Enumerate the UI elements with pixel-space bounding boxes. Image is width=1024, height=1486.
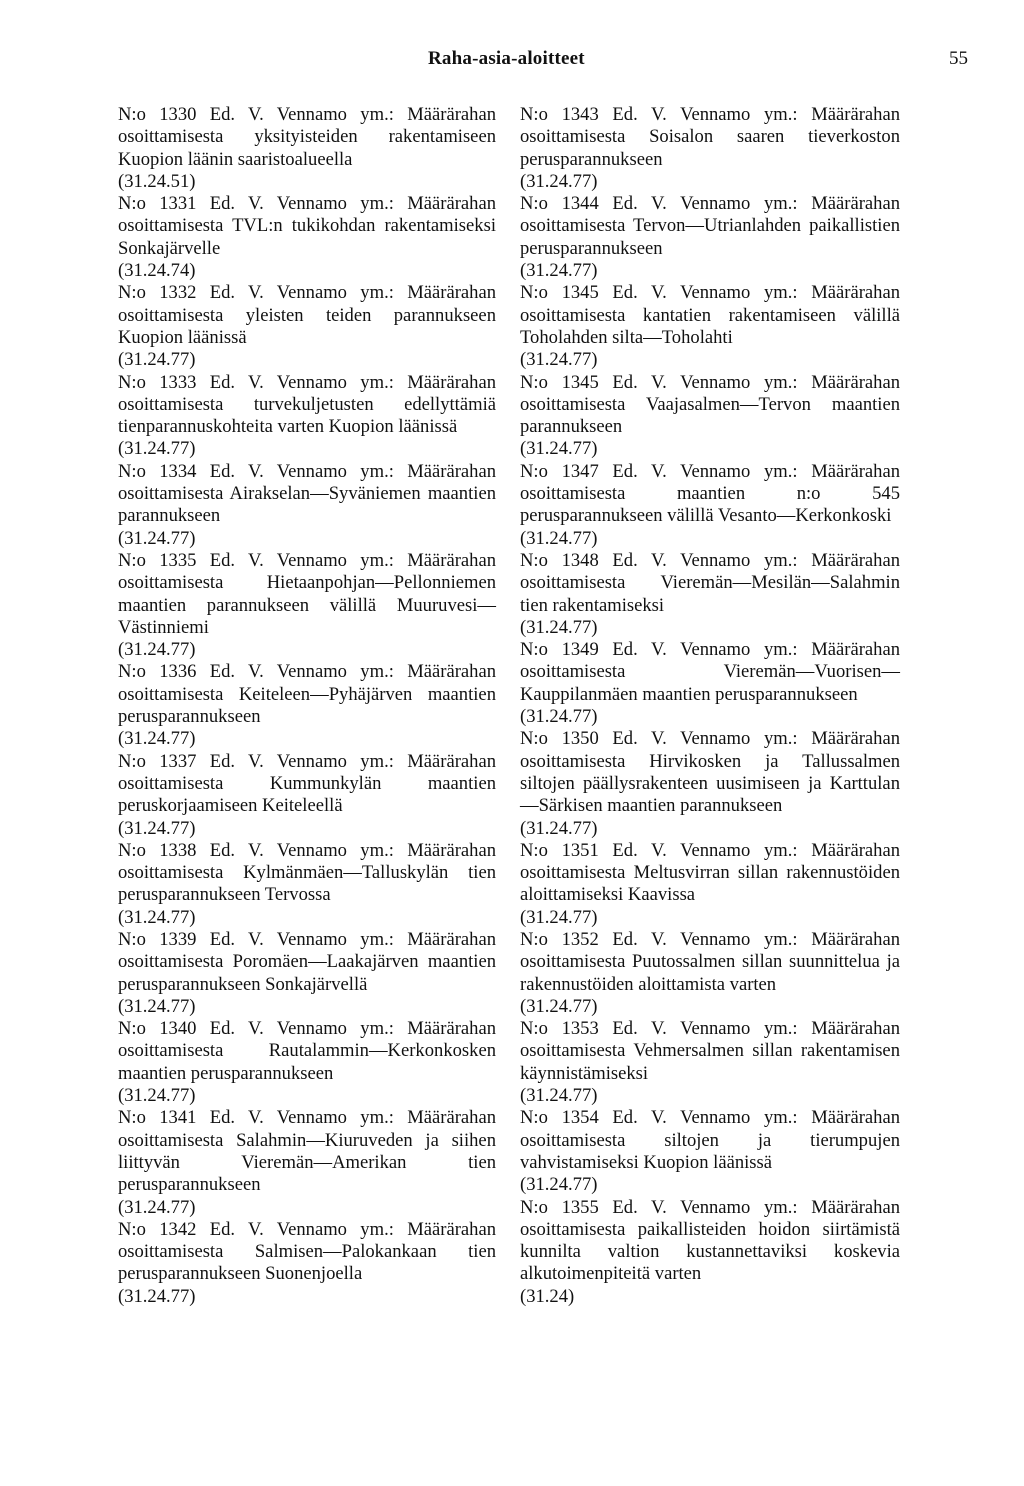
motion-entry bbox=[118, 1018, 496, 1107]
motion-reference: (31.24.77) bbox=[118, 1196, 196, 1218]
motion-reference: (31.24.77) bbox=[520, 995, 598, 1017]
motion-entry bbox=[520, 840, 900, 929]
motion-entry bbox=[118, 929, 496, 1018]
motion-text: N:o 1352 Ed. V. Vennamo ym.: Määrärahan osoittamisesta Puutossalmen sillan suunnittelua ja rakennustöiden aloittamista varten bbox=[520, 928, 900, 995]
motion-reference: (31.24.77) bbox=[520, 706, 598, 728]
motion-text: N:o 1331 Ed. V. Vennamo ym.: Määrärahan osoittamisesta TVL:n tukikohdan rakentamiseksi Sonkajärvelle bbox=[118, 193, 496, 259]
motion-text: N:o 1337 Ed. V. Vennamo ym.: Määrärahan osoittamisesta Kummunkylän maantien peruskorjaamiseen Keiteleellä bbox=[118, 750, 496, 817]
motion-entry bbox=[520, 1107, 900, 1196]
motion-text: N:o 1349 Ed. V. Vennamo ym.: Määrärahan osoittamisesta Vieremän—Vuorisen—Kauppilanmäen maantien perusparannukseen bbox=[520, 639, 900, 705]
motion-reference: (31.24.77) bbox=[118, 1285, 196, 1307]
motion-text: N:o 1332 Ed. V. Vennamo ym.: Määrärahan osoittamisesta yleisten teiden parannukseen Kuopion läänissä bbox=[118, 282, 496, 348]
motion-text: N:o 1333 Ed. V. Vennamo ym.: Määrärahan osoittamisesta turvekuljetusten edellyttämiä tienparannuskohteita varten Kuopion läänissä bbox=[118, 371, 496, 438]
motion-text: N:o 1355 Ed. V. Vennamo ym.: Määrärahan osoittamisesta paikallisteiden hoidon siirtämistä kunnilta valtion kustannettaviksi koskevia alkutoimenpiteitä varten bbox=[520, 1196, 900, 1285]
page-header-title: Raha-asia-aloitteet bbox=[428, 48, 585, 69]
motion-entry bbox=[520, 1197, 900, 1308]
motion-reference: (31.24.51) bbox=[118, 170, 196, 192]
motion-text: N:o 1351 Ed. V. Vennamo ym.: Määrärahan osoittamisesta Meltusvirran sillan rakennustöiden aloittamiseksi Kaavissa bbox=[520, 839, 900, 906]
motion-reference: (31.24.77) bbox=[520, 438, 598, 460]
motion-reference: (31.24.74) bbox=[118, 260, 196, 282]
motion-entry bbox=[118, 282, 496, 371]
left-column bbox=[118, 104, 496, 1308]
motion-entry bbox=[520, 550, 900, 639]
motion-reference: (31.24.77) bbox=[118, 1085, 196, 1107]
motion-text: N:o 1334 Ed. V. Vennamo ym.: Määrärahan osoittamisesta Airakselan—Syväniemen maantien parannukseen bbox=[118, 460, 496, 527]
motion-reference: (31.24.77) bbox=[520, 817, 598, 839]
motion-reference: (31.24.77) bbox=[118, 995, 196, 1017]
motion-text: N:o 1354 Ed. V. Vennamo ym.: Määrärahan osoittamisesta siltojen ja tierumpujen vahvistamiseksi Kuopion läänissä bbox=[520, 1107, 900, 1173]
motion-text: N:o 1347 Ed. V. Vennamo ym.: Määrärahan osoittamisesta maantien n:o 545 perusparannukseen välillä Vesanto—Kerkonkoski bbox=[520, 460, 900, 527]
motion-reference: (31.24.77) bbox=[520, 1174, 598, 1196]
motion-reference: (31.24.77) bbox=[118, 817, 196, 839]
motion-text: N:o 1344 Ed. V. Vennamo ym.: Määrärahan osoittamisesta Tervon—Utrianlahden paikallistien perusparannukseen bbox=[520, 193, 900, 259]
motion-entry bbox=[118, 372, 496, 461]
motion-entry bbox=[520, 282, 900, 371]
motion-entry bbox=[520, 639, 900, 728]
motion-entry bbox=[118, 840, 496, 929]
motion-entry bbox=[520, 461, 900, 550]
motion-entry bbox=[520, 1018, 900, 1107]
motion-entry bbox=[118, 461, 496, 550]
motion-entry bbox=[118, 1107, 496, 1218]
motion-reference: (31.24.77) bbox=[520, 616, 598, 638]
motion-text: N:o 1330 Ed. V. Vennamo ym.: Määrärahan osoittamisesta yksityisteiden rakentamiseen Kuopion läänin saaristoalueella bbox=[118, 104, 496, 170]
motion-reference: (31.24) bbox=[520, 1285, 575, 1307]
motion-text: N:o 1342 Ed. V. Vennamo ym.: Määrärahan osoittamisesta Salmisen—Palokankaan tien perusparannukseen Suonenjoella bbox=[118, 1218, 496, 1285]
motion-text: N:o 1353 Ed. V. Vennamo ym.: Määrärahan osoittamisesta Vehmersalmen sillan rakentamisen käynnistämiseksi bbox=[520, 1018, 900, 1084]
motion-reference: (31.24.77) bbox=[520, 260, 598, 282]
right-column bbox=[520, 104, 900, 1308]
page-number: 55 bbox=[949, 48, 968, 69]
motion-entry bbox=[118, 1219, 496, 1308]
motion-text: N:o 1345 Ed. V. Vennamo ym.: Määrärahan osoittamisesta kantatien rakentamiseen välillä Toholahden silta—Toholahti bbox=[520, 282, 900, 348]
motion-reference: (31.24.77) bbox=[520, 906, 598, 928]
motion-reference: (31.24.77) bbox=[118, 906, 196, 928]
motion-entry bbox=[520, 193, 900, 282]
motion-entry bbox=[118, 751, 496, 840]
motion-entry bbox=[520, 929, 900, 1018]
motion-reference: (31.24.77) bbox=[118, 527, 196, 549]
motion-text: N:o 1350 Ed. V. Vennamo ym.: Määrärahan osoittamisesta Hirvikosken ja Tallussalmen siltojen päällysrakenteen uusimiseen ja Karttulan—Särkisen maantien parannukseen bbox=[520, 728, 900, 817]
motion-text: N:o 1341 Ed. V. Vennamo ym.: Määrärahan osoittamisesta Salahmin—Kiuruveden ja siihen liittyvän Vieremän—Amerikan tien perusparannukseen bbox=[118, 1107, 496, 1196]
motion-reference: (31.24.77) bbox=[118, 349, 196, 371]
motion-reference: (31.24.77) bbox=[118, 438, 196, 460]
motion-reference: (31.24.77) bbox=[520, 170, 598, 192]
motion-entry bbox=[118, 104, 496, 193]
motion-text: N:o 1340 Ed. V. Vennamo ym.: Määrärahan osoittamisesta Rautalammin—Kerkonkosken maantien perusparannukseen bbox=[118, 1018, 496, 1084]
motion-reference: (31.24.77) bbox=[520, 527, 598, 549]
motion-text: N:o 1343 Ed. V. Vennamo ym.: Määrärahan osoittamisesta Soisalon saaren tieverkoston perusparannukseen bbox=[520, 104, 900, 170]
motion-text: N:o 1348 Ed. V. Vennamo ym.: Määrärahan osoittamisesta Vieremän—Mesilän—Salahmin tien rakentamiseksi bbox=[520, 549, 900, 616]
motion-reference: (31.24.77) bbox=[520, 349, 598, 371]
motion-text: N:o 1338 Ed. V. Vennamo ym.: Määrärahan osoittamisesta Kylmänmäen—Talluskylän tien perusparannukseen Tervossa bbox=[118, 839, 496, 906]
motion-text: N:o 1345 Ed. V. Vennamo ym.: Määrärahan osoittamisesta Vaajasalmen—Tervon maantien parannukseen bbox=[520, 371, 900, 438]
motion-entry bbox=[118, 661, 496, 750]
motion-entry bbox=[520, 728, 900, 839]
motion-text: N:o 1335 Ed. V. Vennamo ym.: Määrärahan osoittamisesta Hietaanpohjan—Pellonniemen maantien parannukseen välillä Muuruvesi—Västinniemi bbox=[118, 549, 496, 638]
motion-entry bbox=[520, 372, 900, 461]
motion-text: N:o 1336 Ed. V. Vennamo ym.: Määrärahan osoittamisesta Keiteleen—Pyhäjärven maantien perusparannukseen bbox=[118, 661, 496, 728]
running-header bbox=[0, 48, 1024, 78]
motion-reference: (31.24.77) bbox=[118, 728, 196, 750]
motion-reference: (31.24.77) bbox=[520, 1085, 598, 1107]
motion-entry bbox=[118, 193, 496, 282]
motion-entry bbox=[520, 104, 900, 193]
motion-reference: (31.24.77) bbox=[118, 639, 196, 661]
motion-text: N:o 1339 Ed. V. Vennamo ym.: Määrärahan osoittamisesta Poromäen—Laakajärven maantien perusparannukseen Sonkajärvellä bbox=[118, 928, 496, 995]
motion-entry bbox=[118, 550, 496, 661]
